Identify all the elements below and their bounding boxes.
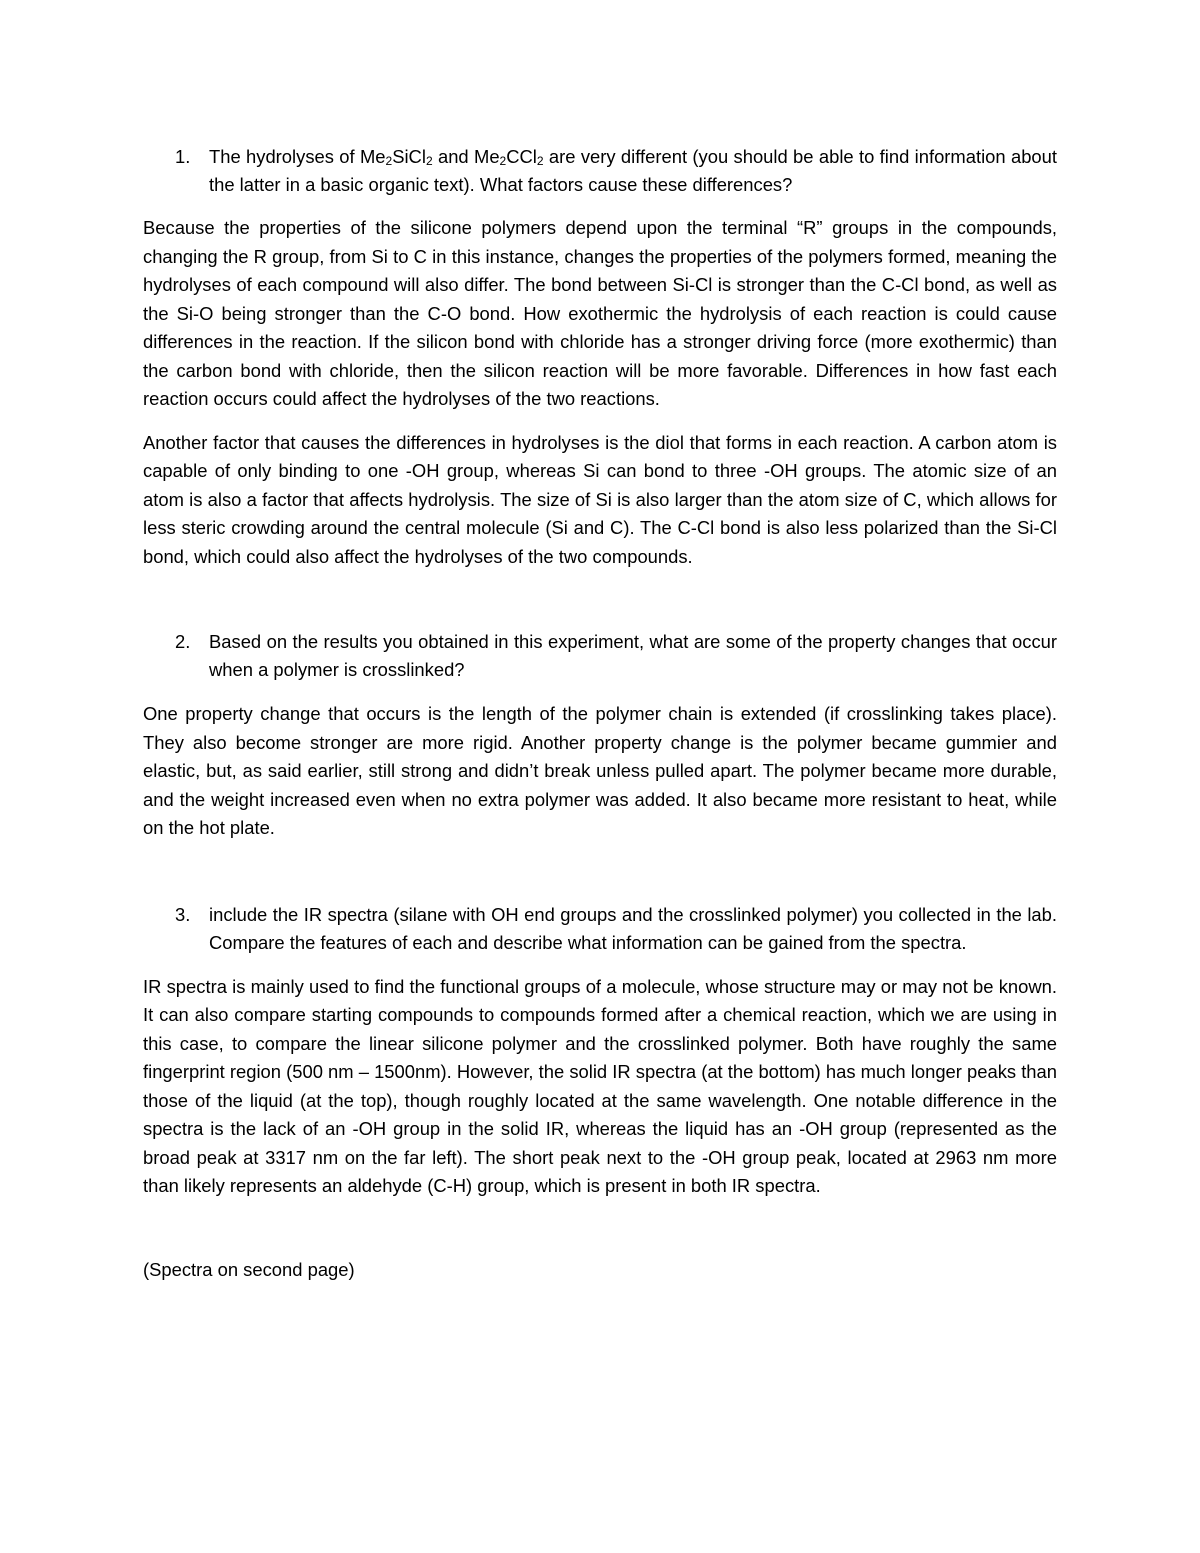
subscript: 2 — [536, 154, 544, 168]
question-3 — [143, 901, 1057, 957]
answer-2: One property change that occurs is the length of the polymer chain is extended (if crosslinking takes place). They also become stronger are more rigid. Another property change is the polymer became gummier and elastic, but, as said earlier, still strong and didn’t break unless pulled apart. The polymer became more durable, and the weight increased even when no extra polymer was added. It also became more resistant to heat, while on the hot plate. — [143, 703, 1057, 838]
question-3-text: include the IR spectra (silane with OH end groups and the crosslinked polymer) you collected in the lab. Compare the features of each and describe what information can be gained from the spectra. — [209, 903, 1057, 953]
question-1-text-part: are very different (you should be able to find information about the latter in a basic organic text). What factors cause these differences? — [209, 146, 1057, 195]
question-3-number: 3. — [175, 903, 191, 925]
question-2-number: 2. — [175, 631, 191, 652]
question-2-text: Based on the results you obtained in this experiment, what are some of the property changes that occur when a polymer is crosslinked? — [209, 631, 1057, 680]
question-1-text-part: SiCl — [392, 146, 426, 167]
answer-1-paragraph-2: Another factor that causes the differences in hydrolyses is the diol that forms in each reaction. A carbon atom is capable of only binding to one -OH group, whereas Si can bond to three -OH groups. The atomic size of an atom is also a factor that affects hydrolysis. The size of Si is also larger than the atom size of C, which allows for less steric crowding around the central molecule (Si and C). The C-Cl bond is also less polarized than the Si-Cl bond, which could also affect the hydrolyses of the two compounds. — [143, 431, 1057, 567]
question-1 — [143, 143, 1057, 199]
document-page — [143, 143, 1057, 1302]
subscript: 2 — [425, 154, 433, 168]
question-1-text-part: The hydrolyses of Me — [209, 146, 386, 167]
subscript: 2 — [385, 154, 393, 168]
spectra-note: (Spectra on second page) — [143, 1258, 355, 1280]
answer-3: IR spectra is mainly used to find the functional groups of a molecule, whose structure may or may not be known. It can also compare starting compounds to compounds formed after a chemical reaction, which we are using in this case, to compare the linear silicone polymer and the crosslinked polymer. Both have roughly the same fingerprint region (500 nm – 1500nm). However, the solid IR spectra (at the bottom) has much longer peaks than those of the liquid (at the top), though roughly located at the same wavelength. One notable difference in the spectra is the lack of an -OH group in the solid IR, whereas the liquid has an -OH group (represented as the broad peak at 3317 nm on the far left). The short peak next to the -OH group peak, located at 2963 nm more than likely represents an aldehyde (C-H) group, which is present in both IR spectra. — [143, 975, 1057, 1196]
question-1-text-part: CCl — [506, 146, 537, 167]
subscript: 2 — [499, 154, 507, 168]
question-2 — [143, 628, 1057, 684]
answer-1-paragraph-1: Because the properties of the silicone polymers depend upon the terminal “R” groups in the compounds, changing the R group, from Si to C in this instance, changes the properties of the polymers formed, meaning the hydrolyses of each compound will also differ. The bond between Si-Cl is stronger than the C-Cl bond, as well as the Si-O being stronger than the C-O bond. How exothermic the hydrolysis of each reaction is could cause differences in the reaction. If the silicon bond with chloride has a stronger driving force (more exothermic) than the carbon bond with chloride, then the silicon reaction will be more favorable. Differences in how fast each reaction occurs could affect the hydrolyses of the two reactions. — [143, 217, 1057, 409]
question-1-text-part: and Me — [432, 146, 500, 167]
question-1-number: 1. — [175, 146, 191, 167]
